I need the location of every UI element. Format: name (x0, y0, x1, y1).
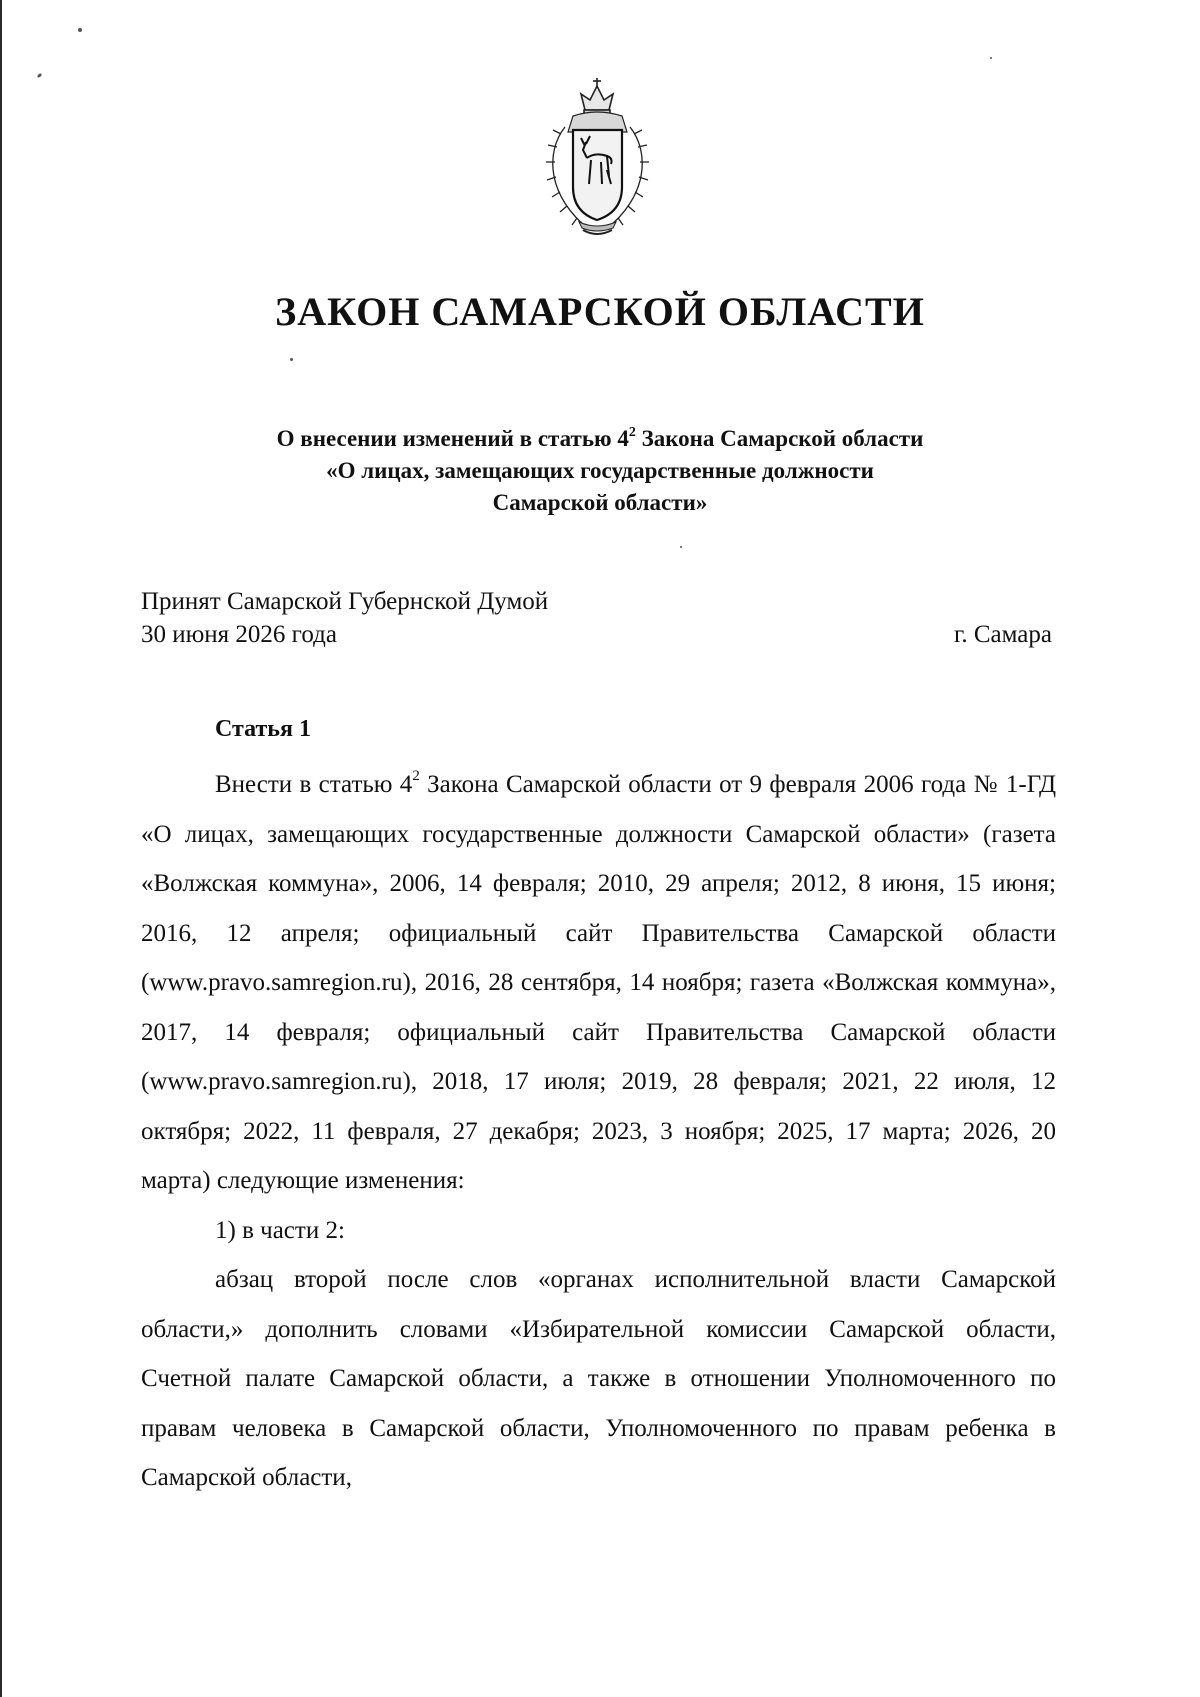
scan-speck (290, 358, 293, 361)
subtitle-line-2: «О лицах, замещающих государственные должности (326, 458, 874, 483)
scan-speck (78, 28, 82, 32)
adopted-by: Принят Самарской Губернской Думой (141, 588, 549, 615)
article-heading: Статья 1 (215, 716, 311, 742)
article-paragraph-3: абзац второй после слов «органах исполнительной власти Самарской области,» дополнить словами «Избирательной комиссии Самарской области, Счетной палате Самарской области, а также в отношении Уполномоченного по правам человека в Самарской области, Уполномоченного по правам ребенка в Самарской области, (141, 1266, 1056, 1491)
scan-speck (37, 73, 43, 79)
article-paragraph-2: 1) в части 2: (215, 1216, 345, 1244)
scan-speck (680, 546, 682, 548)
adopted-date: 30 июня 2026 года (141, 621, 337, 648)
subtitle-line-1: О внесении изменений в статью $4^2$ Закона Самарской области (276, 425, 924, 451)
city: г. Самара (953, 621, 1052, 648)
article-paragraph-1: Внести в статью $4^2$ Закона Самарской области от 9 февраля 2006 года № 1-ГД «О лицах, замещающих государственные должности Самарской области» (газета «Волжская коммуна», 2006, 14 февраля; 2010, 29 апреля; 2012, 8 июня, 15 июня; 2016, 12 апреля; официальный сайт Правительства Самарской области (www.pravo.samregion.ru), 2016, 28 сентября, 14 ноября; газета «Волжская коммуна», 2017, 14 февраля; официальный сайт Правительства Самарской области (www.pravo.samregion.ru), 2018, 17 июля; 2019, 28 февраля; 2021, 22 июля, 12 октября; 2022, 11 февраля, 27 декабря; 2023, 3 ноября; 2025, 17 марта; 2026, 20 марта) следующие изменения: (141, 768, 1057, 1194)
samara-coat-of-arms-icon (535, 72, 660, 242)
law-subtitle (0, 423, 1200, 519)
subtitle-line-3: Самарской области» (492, 490, 708, 515)
scan-edge-line (0, 0, 2, 1697)
law-title: ЗАКОН САМАРСКОЙ ОБЛАСТИ (275, 289, 925, 334)
article-body (141, 760, 1056, 1503)
scan-speck (990, 57, 992, 59)
